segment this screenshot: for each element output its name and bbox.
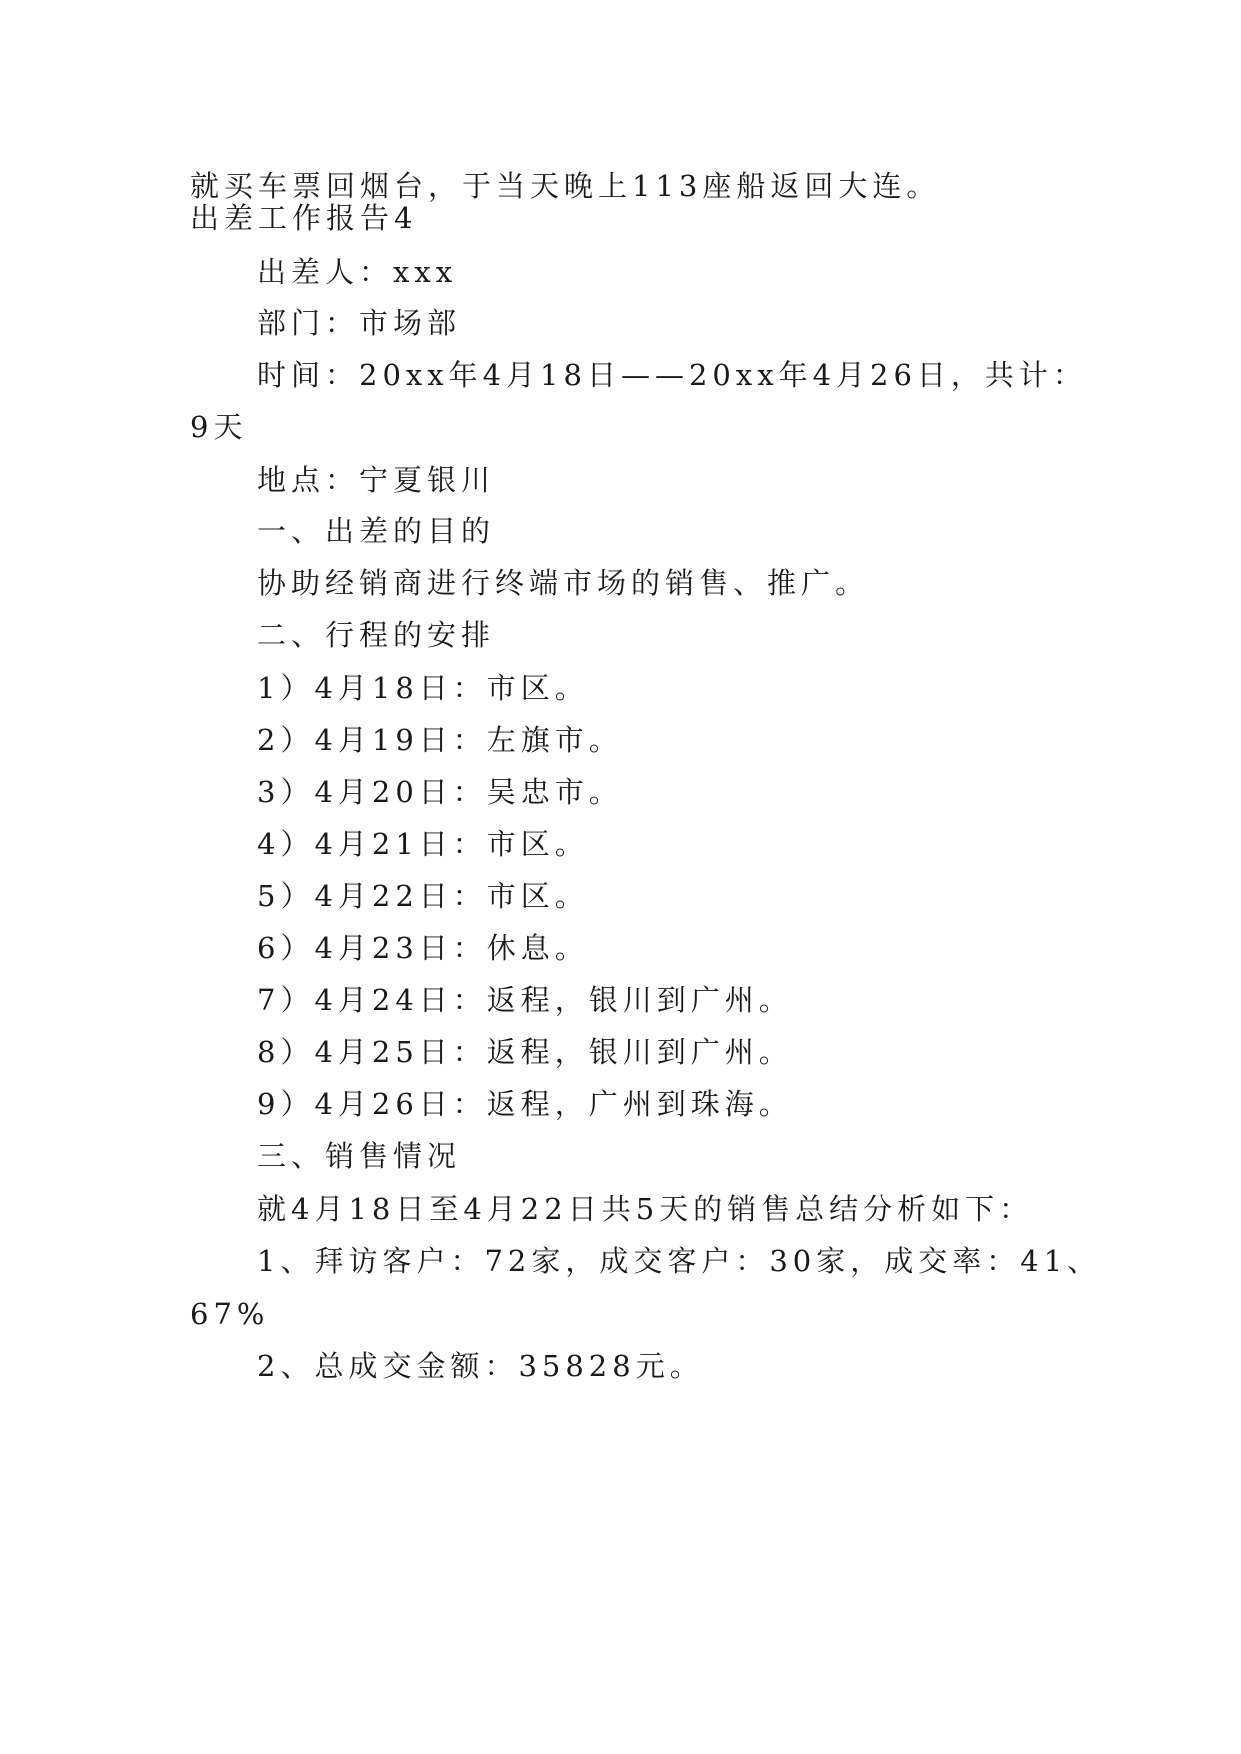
itinerary-item: 4）4月21日：市区。: [257, 827, 589, 861]
traveler-line: 出差人：xxx: [257, 255, 458, 289]
itinerary-item: 6）4月23日：休息。: [257, 931, 589, 965]
time-line-continued: 9天: [190, 410, 248, 444]
time-line: 时间：20xx年4月18日——20xx年4月26日，共计：: [257, 358, 1087, 392]
section-heading: 出差工作报告4: [190, 201, 418, 235]
sales-stat-line-continued: 67%: [190, 1297, 270, 1331]
itinerary-item: 5）4月22日：市区。: [257, 879, 589, 913]
department-line: 部门：市场部: [257, 306, 462, 340]
location-line: 地点：宁夏银川: [257, 463, 496, 497]
itinerary-item: 3）4月20日：吴忠市。: [257, 775, 623, 809]
sales-total-line: 2、总成交金额：35828元。: [257, 1349, 704, 1383]
sales-stat-line: 1、拜访客户：72家，成交客户：30家，成交率：41、: [257, 1244, 1102, 1278]
text-line: 协助经销商进行终端市场的销售、推广。: [257, 566, 870, 600]
itinerary-item: 9）4月26日：返程，广州到珠海。: [257, 1087, 793, 1121]
section-heading: 三、销售情况: [257, 1139, 462, 1173]
text-line: 就买车票回烟台，于当天晚上113座船返回大连。: [190, 169, 941, 203]
itinerary-item: 7）4月24日：返程，银川到广州。: [257, 983, 793, 1017]
section-heading: 一、出差的目的: [257, 514, 496, 548]
itinerary-item: 1）4月18日：市区。: [257, 671, 589, 705]
itinerary-item: 2）4月19日：左旗市。: [257, 723, 623, 757]
itinerary-item: 8）4月25日：返程，银川到广州。: [257, 1035, 793, 1069]
section-heading: 二、行程的安排: [257, 618, 496, 652]
text-line: 就4月18日至4月22日共5天的销售总结分析如下：: [257, 1192, 1034, 1226]
